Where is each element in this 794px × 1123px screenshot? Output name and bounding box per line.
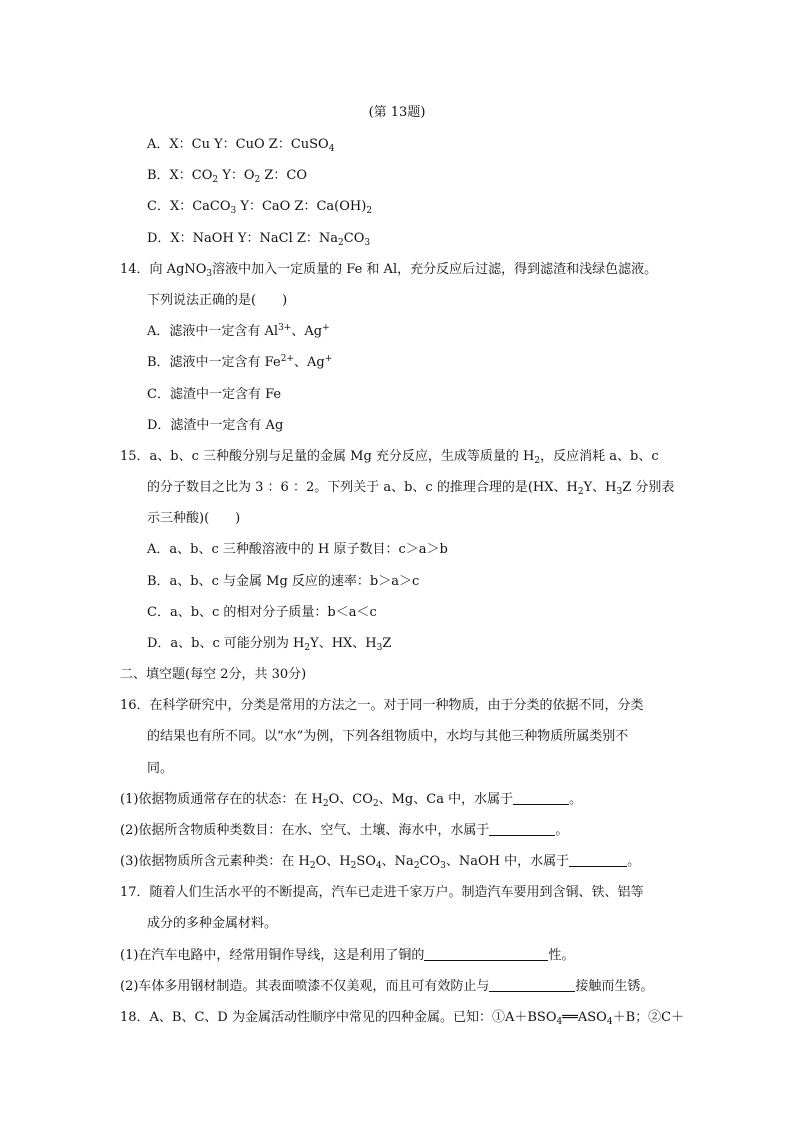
q13-option-a: A．X：Cu Y：CuO Z：CuSO$_4$ xyxy=(147,137,335,154)
q13-option-b: B．X：$CO_2$ Y：$O_2$ Z：CO xyxy=(147,168,308,185)
answer-blank[interactable] xyxy=(569,854,627,867)
q14-stem: 14．向 AgNO$_3$溶液中加入一定质量的 Fe 和 Al，充分反应后过滤，得到滤渣和浅绿色滤液。 xyxy=(120,262,658,279)
q15-option-a: A．a、b、c 三种酸溶液中的 H 原子数目：c＞a＞b xyxy=(147,542,448,557)
q17-stem-cont: 成分的多种金属材料。 xyxy=(147,916,278,931)
q14-option-d: D．滤渣中一定含有 Ag xyxy=(147,418,284,433)
answer-blank[interactable] xyxy=(513,792,569,805)
answer-blank[interactable] xyxy=(424,948,548,961)
q14-option-b: B．滤液中一定含有 $Fe^{2+}$、Ag+ xyxy=(147,354,333,370)
q15-option-d: D．a、b、c 可能分别为 $H_2Y$、HX、$H_3Z$ xyxy=(147,636,392,653)
q17-part-2: (2)车体多用钢材制造。其表面喷漆不仅美观，而且可有效防止与 接触而生锈。 xyxy=(120,979,654,994)
answer-blank[interactable] xyxy=(489,823,555,836)
q17-stem: 17．随着人们生活水平的不断提高，汽车已走进千家万户。制造汽车要用到含铜、铁、铝等 xyxy=(120,885,644,900)
q15-stem: 15．a、b、c 三种酸分别与足量的金属 Mg 充分反应，生成等质量的 $H_2$，反应消耗 a、b、c xyxy=(120,449,659,466)
q15-stem-cont2: 示三种酸)( ) xyxy=(147,511,241,526)
q16-stem-cont: 的结果也有所不同。以“水”为例，下列各组物质中，水均与其他三种物质所属类别不 xyxy=(147,729,629,744)
q14-option-c: C．滤渣中一定含有 Fe xyxy=(147,387,282,402)
q14-option-a: A．滤液中一定含有 $Al^{3+}$、Ag+ xyxy=(147,323,330,339)
q16-part-1: (1)依据物质通常存在的状态：在 $H_2O$、$CO_2$、Mg、Ca 中，水属于 。 xyxy=(120,792,583,809)
q15-option-c: C．a、b、c 的相对分子质量：b＜a＜c xyxy=(147,605,377,620)
q13-option-c: C．X：CaCO$_3$ Y：CaO Z：$Ca(OH)_2$ xyxy=(147,199,373,216)
q13-option-d: D．X：NaOH Y：NaCl Z：$Na_2CO_3$ xyxy=(147,231,371,248)
q16-part-2: (2)依据所含物质种类数目：在水、空气、土壤、海水中，水属于 。 xyxy=(120,823,569,838)
section-heading: 二、填空题(每空 2分，共 30分) xyxy=(120,667,307,682)
answer-blank[interactable] xyxy=(489,979,575,992)
q16-part-3: (3)依据物质所含元素种类：在 $H_2O$、$H_2SO_4$、$Na_2CO_3$、NaOH 中，水属于 。 xyxy=(120,854,641,871)
q14-stem-cont: 下列说法正确的是( ) xyxy=(147,293,288,308)
q15-option-b: B．a、b、c 与金属 Mg 反应的速率：b＞a＞c xyxy=(147,574,420,589)
q16-stem: 16．在科学研究中，分类是常用的方法之一。对于同一种物质，由于分类的依据不同，分类 xyxy=(120,698,644,713)
q16-stem-cont2: 同。 xyxy=(147,761,174,776)
q18-stem: 18．A、B、C、D 为金属活动性顺序中常见的四种金属。已知：$①A+BSO_4══ASO_4+B$；②C＋ xyxy=(120,1010,685,1027)
figure-caption: (第 13题) xyxy=(368,105,426,120)
q17-part-1: (1)在汽车电路中，经常用铜作导线，这是利用了铜的 性。 xyxy=(120,948,575,963)
q15-stem-cont: 的分子数目之比为 3 ：6 ：2。下列关于 a、b、c 的推理合理的是(HX、$H_2Y$、$H_3Z$ 分别表 xyxy=(147,480,675,497)
